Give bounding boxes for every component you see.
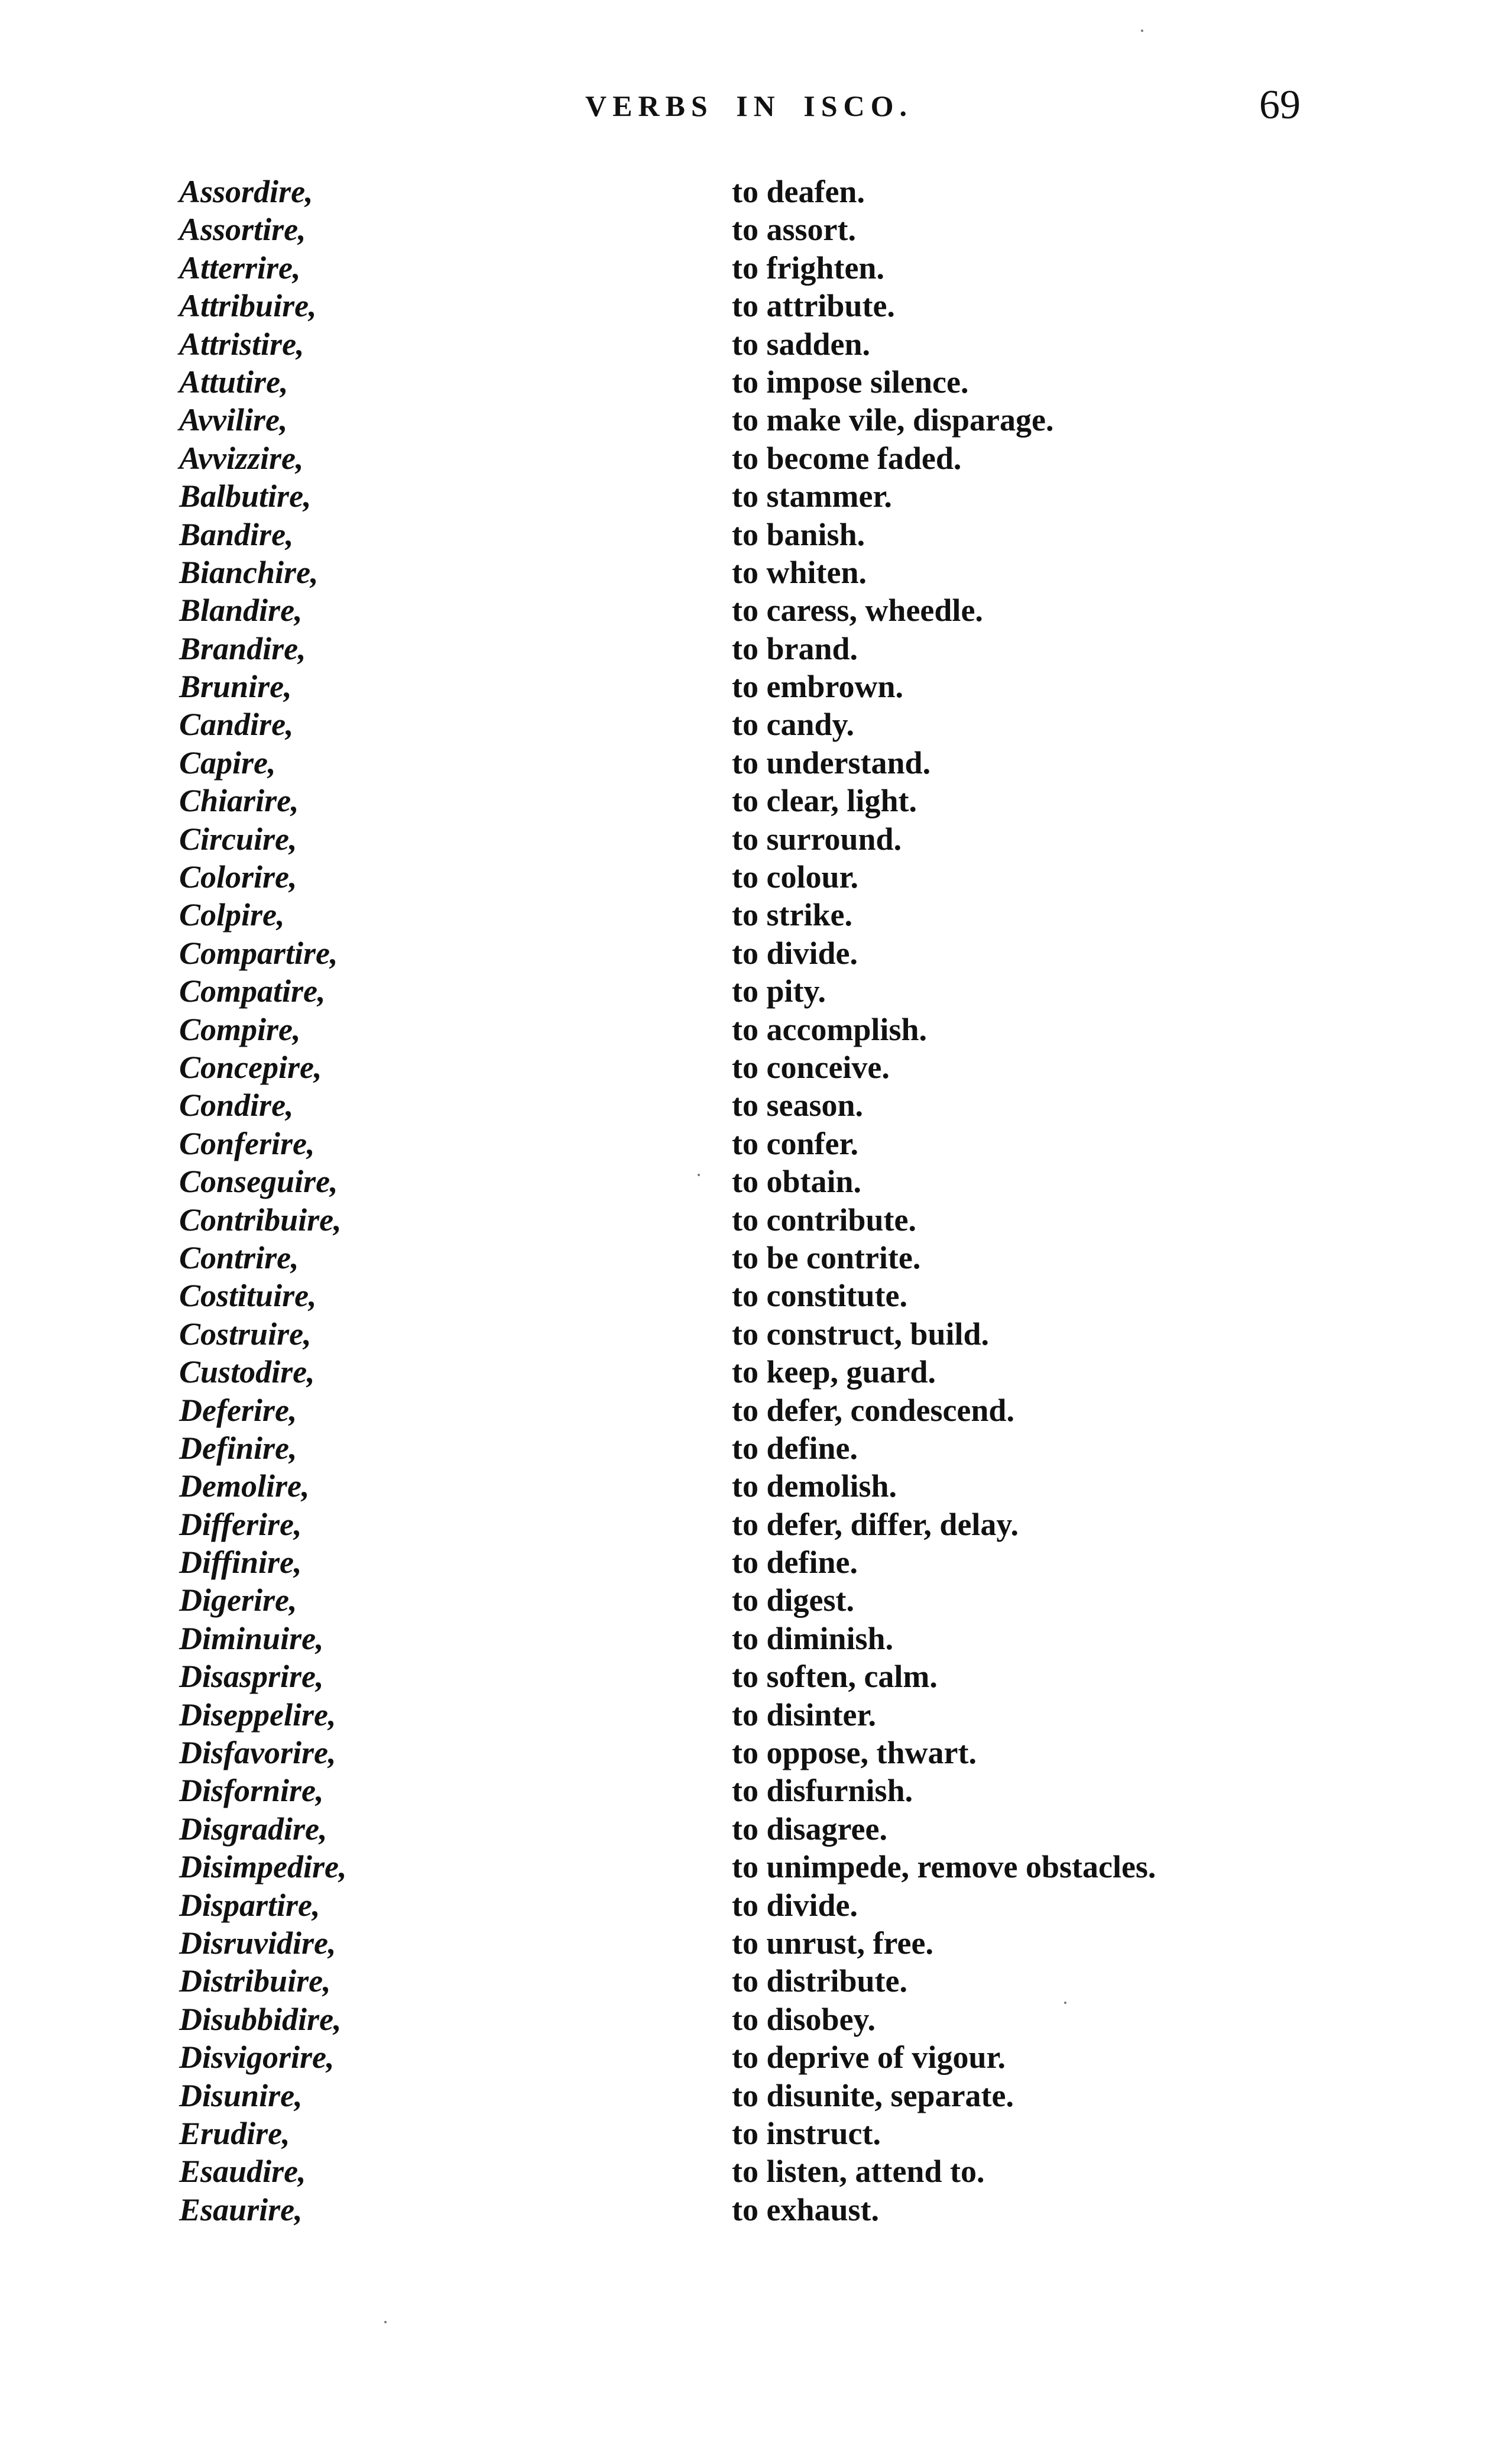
italian-verb: Disfornire, — [179, 1773, 324, 1809]
english-meaning: to instruct. — [732, 2115, 881, 2151]
english-meaning: to become faded. — [732, 440, 962, 476]
list-item — [0, 211, 1498, 248]
english-meaning: to attribute. — [732, 288, 895, 324]
list-item — [0, 1505, 1498, 1543]
list-item — [0, 1277, 1498, 1314]
english-meaning: to soften, calm. — [732, 1659, 938, 1695]
list-item — [0, 1429, 1498, 1467]
english-meaning: to diminish. — [732, 1620, 894, 1656]
english-meaning: to obtain. — [732, 1164, 862, 1200]
italian-verb: Diseppelire, — [179, 1696, 336, 1733]
running-head: VERBS IN ISCO. — [585, 89, 913, 122]
italian-verb: Definire, — [179, 1430, 297, 1466]
list-item — [0, 591, 1498, 629]
english-meaning: to sadden. — [732, 326, 871, 362]
english-meaning: to impose silence. — [732, 364, 969, 400]
italian-verb: Atterrire, — [179, 250, 301, 286]
italian-verb: Disfavorire, — [179, 1735, 336, 1771]
italian-verb: Attutire, — [179, 364, 288, 400]
english-meaning: to season. — [732, 1087, 864, 1123]
english-meaning: to disinter. — [732, 1696, 877, 1733]
english-meaning: to listen, attend to. — [732, 2154, 985, 2190]
list-item — [0, 1810, 1498, 1848]
italian-verb: Attristire, — [179, 326, 304, 362]
list-item — [0, 1011, 1498, 1048]
english-meaning: to distribute. — [732, 1963, 907, 1999]
list-item — [0, 668, 1498, 705]
print-speck — [1141, 30, 1143, 32]
list-item — [0, 1772, 1498, 1809]
italian-verb: Deferire, — [179, 1392, 297, 1428]
italian-verb: Costituire, — [179, 1278, 317, 1314]
italian-verb: Diminuire, — [179, 1620, 324, 1656]
list-item — [0, 705, 1498, 743]
italian-verb: Chiarire, — [179, 783, 299, 819]
list-item — [0, 287, 1498, 325]
list-item — [0, 630, 1498, 668]
list-item — [0, 2077, 1498, 2115]
list-item — [0, 858, 1498, 896]
italian-verb: Demolire, — [179, 1468, 310, 1504]
verb-list — [0, 173, 1498, 2229]
italian-verb: Conseguire, — [179, 1164, 338, 1200]
italian-verb: Balbutire, — [179, 478, 312, 514]
list-item — [0, 1086, 1498, 1124]
list-item — [0, 553, 1498, 591]
english-meaning: to unrust, free. — [732, 1925, 933, 1961]
italian-verb: Disasprire, — [179, 1659, 324, 1695]
italian-verb: Digerire, — [179, 1582, 297, 1618]
italian-verb: Assordire, — [179, 174, 313, 209]
italian-verb: Differire, — [179, 1506, 302, 1542]
english-meaning: to constitute. — [732, 1278, 907, 1314]
italian-verb: Compire, — [179, 1011, 301, 1047]
english-meaning: to divide. — [732, 1887, 858, 1923]
italian-verb: Disruvidire, — [179, 1925, 336, 1961]
list-item — [0, 782, 1498, 820]
english-meaning: to accomplish. — [732, 1011, 927, 1047]
list-item — [0, 896, 1498, 934]
list-item — [0, 1657, 1498, 1695]
english-meaning: to frighten. — [732, 250, 884, 286]
list-item — [0, 1924, 1498, 1962]
english-meaning: to colour. — [732, 859, 858, 895]
english-meaning: to clear, light. — [732, 783, 917, 819]
italian-verb: Condire, — [179, 1087, 294, 1123]
italian-verb: Capire, — [179, 744, 276, 781]
italian-verb: Candire, — [179, 707, 294, 743]
list-item — [0, 2000, 1498, 2038]
italian-verb: Diffinire, — [179, 1545, 302, 1581]
italian-verb: Assortire, — [179, 212, 306, 248]
english-meaning: to digest. — [732, 1582, 854, 1618]
english-meaning: to define. — [732, 1430, 858, 1466]
list-item — [0, 363, 1498, 401]
italian-verb: Esaudire, — [179, 2154, 306, 2190]
english-meaning: to candy. — [732, 707, 855, 743]
english-meaning: to banish. — [732, 516, 865, 552]
list-item — [0, 1163, 1498, 1200]
english-meaning: to keep, guard. — [732, 1354, 936, 1390]
english-meaning: to disobey. — [732, 2001, 876, 2037]
italian-verb: Bianchire, — [179, 554, 319, 590]
english-meaning: to understand. — [732, 744, 931, 781]
list-item — [0, 1315, 1498, 1353]
print-speck — [384, 2321, 387, 2323]
english-meaning: to confer. — [732, 1125, 858, 1161]
list-item — [0, 2191, 1498, 2229]
italian-verb: Attribuire, — [179, 288, 317, 324]
italian-verb: Custodire, — [179, 1354, 315, 1390]
list-item — [0, 516, 1498, 553]
list-item — [0, 1201, 1498, 1239]
italian-verb: Brunire, — [179, 669, 292, 705]
english-meaning: to disfurnish. — [732, 1773, 913, 1809]
english-meaning: to pity. — [732, 973, 826, 1009]
list-item — [0, 1391, 1498, 1429]
italian-verb: Compatire, — [179, 973, 326, 1009]
list-item — [0, 1353, 1498, 1391]
list-item — [0, 439, 1498, 477]
list-item — [0, 1886, 1498, 1924]
italian-verb: Concepire, — [179, 1049, 322, 1085]
english-meaning: to embrown. — [732, 669, 903, 705]
italian-verb: Colorire, — [179, 859, 297, 895]
english-meaning: to make vile, disparage. — [732, 402, 1054, 438]
english-meaning: to exhaust. — [732, 2191, 880, 2227]
english-meaning: to disunite, separate. — [732, 2077, 1014, 2113]
italian-verb: Brandire, — [179, 630, 306, 666]
list-item — [0, 972, 1498, 1010]
italian-verb: Bandire, — [179, 516, 294, 552]
list-item — [0, 744, 1498, 782]
english-meaning: to assort. — [732, 212, 856, 248]
italian-verb: Disunire, — [179, 2077, 303, 2113]
list-item — [0, 477, 1498, 515]
english-meaning: to stammer. — [732, 478, 892, 514]
list-item — [0, 1696, 1498, 1734]
english-meaning: to deprive of vigour. — [732, 2039, 1006, 2076]
list-item — [0, 325, 1498, 363]
italian-verb: Distribuire, — [179, 1963, 331, 1999]
english-meaning: to be contrite. — [732, 1239, 921, 1275]
list-item — [0, 1734, 1498, 1772]
list-item — [0, 1962, 1498, 2000]
list-item — [0, 934, 1498, 972]
english-meaning: to oppose, thwart. — [732, 1735, 977, 1771]
list-item — [0, 401, 1498, 439]
italian-verb: Compartire, — [179, 935, 338, 971]
english-meaning: to define. — [732, 1545, 858, 1581]
page-number: 69 — [1259, 82, 1301, 128]
english-meaning: to whiten. — [732, 554, 867, 590]
italian-verb: Costruire, — [179, 1316, 312, 1352]
italian-verb: Disgradire, — [179, 1811, 328, 1847]
list-item — [0, 173, 1498, 211]
list-item — [0, 820, 1498, 858]
italian-verb: Colpire, — [179, 897, 285, 933]
list-item — [0, 1543, 1498, 1581]
english-meaning: to construct, build. — [732, 1316, 990, 1352]
english-meaning: to caress, wheedle. — [732, 592, 983, 629]
english-meaning: to demolish. — [732, 1468, 897, 1504]
list-item — [0, 2152, 1498, 2190]
list-item — [0, 1848, 1498, 1886]
english-meaning: to contribute. — [732, 1202, 916, 1238]
list-item — [0, 1620, 1498, 1657]
italian-verb: Blandire, — [179, 592, 303, 629]
italian-verb: Esaurire, — [179, 2191, 303, 2227]
italian-verb: Circuire, — [179, 821, 297, 857]
list-item — [0, 1467, 1498, 1505]
list-item — [0, 1239, 1498, 1277]
italian-verb: Disubbidire, — [179, 2001, 342, 2037]
english-meaning: to strike. — [732, 897, 852, 933]
italian-verb: Avvizzire, — [179, 440, 304, 476]
italian-verb: Contrire, — [179, 1239, 299, 1275]
list-item — [0, 1581, 1498, 1619]
english-meaning: to divide. — [732, 935, 858, 971]
english-meaning: to disagree. — [732, 1811, 887, 1847]
english-meaning: to brand. — [732, 630, 858, 666]
italian-verb: Contribuire, — [179, 1202, 342, 1238]
italian-verb: Dispartire, — [179, 1887, 320, 1923]
english-meaning: to defer, condescend. — [732, 1392, 1014, 1428]
english-meaning: to unimpede, remove obstacles. — [732, 1849, 1156, 1885]
print-speck — [698, 1174, 700, 1176]
list-item — [0, 1048, 1498, 1086]
list-item — [0, 249, 1498, 287]
print-speck — [1064, 2002, 1066, 2004]
italian-verb: Disvigorire, — [179, 2039, 335, 2076]
english-meaning: to defer, differ, delay. — [732, 1506, 1019, 1542]
list-item — [0, 1125, 1498, 1163]
italian-verb: Erudire, — [179, 2115, 290, 2151]
italian-verb: Disimpedire, — [179, 1849, 347, 1885]
list-item — [0, 2038, 1498, 2076]
italian-verb: Avvilire, — [179, 402, 288, 438]
english-meaning: to conceive. — [732, 1049, 890, 1085]
english-meaning: to deafen. — [732, 174, 865, 209]
italian-verb: Conferire, — [179, 1125, 315, 1161]
english-meaning: to surround. — [732, 821, 902, 857]
list-item — [0, 2115, 1498, 2152]
